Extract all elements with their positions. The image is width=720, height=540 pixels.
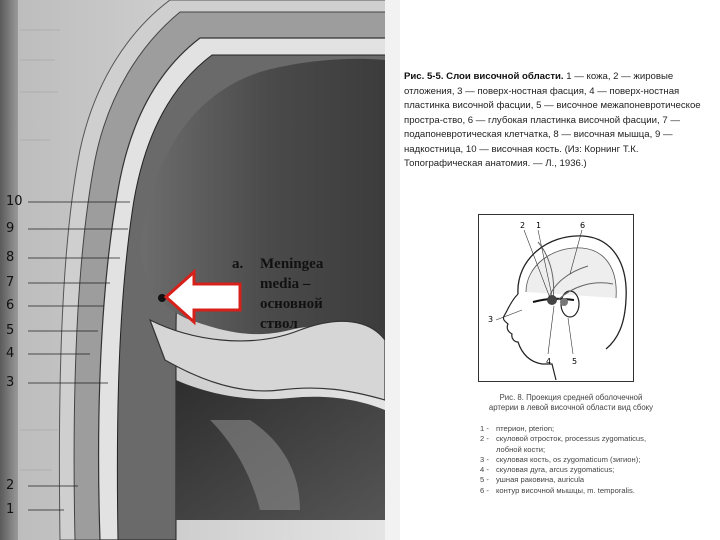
- layer-number-8: 8: [6, 250, 15, 265]
- legend-item: 6 - контур височной мышцы, m. temporalis.: [480, 485, 635, 495]
- inset-label-2: 2: [520, 221, 526, 230]
- label-line: Meningea: [260, 256, 324, 272]
- figure-caption: [404, 70, 708, 172]
- label-line: основной: [260, 296, 323, 312]
- caption-title: Рис. 5-5. Слои височной области.: [404, 71, 564, 82]
- inset-label-1: 1: [536, 221, 542, 230]
- caption-text: 1 — кожа, 2 — жировые отложения, 3 — поверх-ностная фасция, 4 — поверх-ностная пластинка височной фасции, 5 — височное межапоневротическое простра-ство, 6 — глубокая пластинка височной фасции, 7 — подапоневротическая клетчатка, 8 — височная мышца, 9 — надкостница, 10 — височная кость. (Из: Корнинг Т.К. Топографическая анатомия. — Л., 1936.): [404, 71, 701, 169]
- layer-number-6: 6: [6, 298, 15, 313]
- inset-legend: [480, 424, 670, 496]
- legend-item: 2 - скуловой отросток, processus zygomaticus, лобной кости;: [480, 434, 647, 454]
- layer-number-2: 2: [6, 478, 15, 493]
- inset-projection-figure: [478, 214, 634, 382]
- label-line: media –: [260, 276, 311, 292]
- legend-item: 5 - ушная раковина, auricula: [480, 475, 585, 485]
- legend-item: 3 - скуловая кость, os zygomaticum (зигион);: [480, 454, 641, 464]
- inset-label-4: 4: [546, 357, 552, 366]
- layer-number-3: 3: [6, 375, 15, 390]
- legend-item: 4 - скуловая дуга, arcus zygomaticus;: [480, 465, 615, 475]
- label-line: ствол: [260, 316, 298, 332]
- layer-number-5: 5: [6, 323, 15, 338]
- layer-number-4: 4: [6, 346, 15, 361]
- inset-label-3: 3: [488, 315, 494, 324]
- layer-number-9: 9: [6, 221, 15, 236]
- inset-label-6: 6: [580, 221, 586, 230]
- list-marker: a.: [232, 256, 244, 272]
- inset-caption: Рис. 8. Проекция средней оболочечной артерии в левой височной области вид сбоку: [488, 393, 654, 412]
- inset-label-5: 5: [572, 357, 578, 366]
- layer-number-7: 7: [6, 275, 15, 290]
- legend-item: 1 - птерион, pterion;: [480, 424, 555, 433]
- layer-number-1: 1: [6, 502, 15, 517]
- slide-label: [232, 254, 362, 334]
- layer-number-10: 10: [6, 194, 23, 209]
